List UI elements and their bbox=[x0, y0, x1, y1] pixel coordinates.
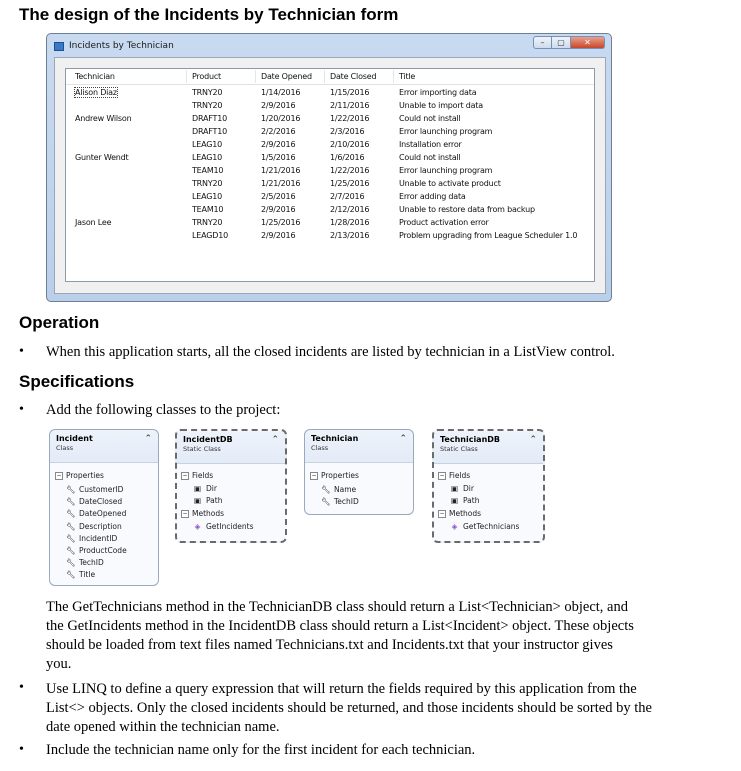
list-cell: 1/28/2016 bbox=[330, 218, 370, 227]
column-header[interactable]: Technician bbox=[75, 72, 115, 81]
column-header[interactable]: Date Closed bbox=[330, 72, 377, 81]
list-cell: Problem upgrading from League Scheduler 1.0 bbox=[399, 231, 578, 240]
list-cell: 2/9/2016 bbox=[261, 140, 296, 149]
property-row: 🔧︎ CustomerID bbox=[66, 485, 124, 494]
wrench-icon: 🔧︎ bbox=[321, 497, 331, 506]
bullet-dot: • bbox=[19, 680, 24, 695]
wrench-icon: 🔧︎ bbox=[66, 558, 76, 568]
incidents-listview[interactable] bbox=[65, 68, 595, 282]
list-cell: TRNY20 bbox=[192, 218, 223, 227]
list-cell: 1/25/2016 bbox=[330, 179, 370, 188]
wrench-icon: 🔧︎ bbox=[66, 485, 76, 494]
spec-bullet-2: Use LINQ to define a query expression that will return the fields required by this application from the List<> objects. Only the closed incidents should be returned, and those incidents should be sorted by the date opened within the technician name. bbox=[46, 681, 652, 735]
list-cell: 1/25/2016 bbox=[261, 218, 301, 227]
list-cell: Could not install bbox=[399, 153, 461, 162]
specifications-heading: Specifications bbox=[19, 372, 135, 391]
list-cell: Alison Diaz bbox=[75, 88, 117, 97]
group-properties[interactable]: − Properties bbox=[311, 471, 359, 480]
field-row: ▣ Dir bbox=[450, 484, 474, 493]
list-cell: Error launching program bbox=[399, 166, 493, 175]
group-fields[interactable]: − Fields bbox=[182, 471, 214, 480]
group-properties[interactable]: − Properties bbox=[56, 471, 104, 480]
list-cell: DRAFT10 bbox=[192, 114, 227, 123]
list-cell: 1/22/2016 bbox=[330, 166, 370, 175]
list-cell: LEAG10 bbox=[192, 140, 223, 149]
close-button[interactable]: ✕ bbox=[571, 36, 605, 49]
list-cell: 2/7/2016 bbox=[330, 192, 365, 201]
list-cell: 2/13/2016 bbox=[330, 231, 370, 240]
list-cell: 1/6/2016 bbox=[330, 153, 365, 162]
method-row: ◈ GetIncidents bbox=[194, 522, 254, 531]
method-icon: ◈ bbox=[194, 522, 201, 531]
window-controls bbox=[533, 36, 605, 49]
list-cell: TEAM10 bbox=[192, 205, 224, 214]
class-name: Technician bbox=[311, 434, 359, 443]
wrench-icon: 🔧︎ bbox=[66, 533, 76, 543]
class-stereotype: Static Class bbox=[183, 445, 221, 453]
list-cell: 1/21/2016 bbox=[261, 179, 301, 188]
operation-text: When this application starts, all the closed incidents are listed by technician in a ListView control. bbox=[46, 344, 615, 360]
bullet-dot: • bbox=[19, 344, 24, 359]
field-icon: ▣ bbox=[193, 496, 202, 505]
class-name: TechnicianDB bbox=[440, 435, 501, 444]
page-heading: The design of the Incidents by Technician form bbox=[19, 5, 399, 24]
list-cell: Error launching program bbox=[399, 127, 493, 136]
maximize-button[interactable]: ▢ bbox=[552, 36, 571, 49]
wrench-icon: 🔧︎ bbox=[321, 485, 331, 494]
property-row: 🔧︎ ProductCode bbox=[66, 546, 127, 555]
list-cell: Installation error bbox=[399, 140, 462, 149]
list-cell: 1/15/2016 bbox=[330, 88, 370, 97]
property-row: 🔧︎ IncidentID bbox=[66, 533, 118, 543]
property-row: 🔧︎ Description bbox=[66, 521, 122, 531]
list-cell: 1/22/2016 bbox=[330, 114, 370, 123]
chevron-up-icon[interactable]: ⌃ bbox=[271, 435, 279, 445]
list-cell: 2/9/2016 bbox=[261, 231, 296, 240]
class-name: IncidentDB bbox=[183, 435, 233, 444]
list-cell: 1/5/2016 bbox=[261, 153, 296, 162]
field-row: ▣ Path bbox=[193, 496, 223, 505]
class-stereotype: Class bbox=[56, 444, 74, 452]
method-icon: ◈ bbox=[451, 522, 458, 531]
list-cell: LEAGD10 bbox=[192, 231, 228, 240]
class-stereotype: Static Class bbox=[440, 445, 478, 453]
list-cell: Unable to import data bbox=[399, 101, 483, 110]
class-stereotype: Class bbox=[311, 444, 329, 452]
property-row: 🔧︎ DateOpened bbox=[66, 509, 127, 519]
list-cell: 2/12/2016 bbox=[330, 205, 370, 214]
class-technician bbox=[304, 429, 414, 515]
list-cell: 2/10/2016 bbox=[330, 140, 370, 149]
list-cell: 2/3/2016 bbox=[330, 127, 365, 136]
field-row: ▣ Path bbox=[450, 496, 480, 505]
field-icon: ▣ bbox=[450, 484, 459, 493]
chevron-up-icon[interactable]: ⌃ bbox=[529, 435, 537, 445]
chevron-up-icon[interactable]: ⌃ bbox=[399, 434, 407, 444]
spec-bullet-1: Add the following classes to the project: bbox=[46, 402, 281, 418]
property-row: 🔧︎ Name bbox=[321, 485, 357, 494]
list-cell: TRNY20 bbox=[192, 179, 223, 188]
bullet-dot: • bbox=[19, 742, 24, 757]
wrench-icon: 🔧︎ bbox=[66, 546, 76, 555]
wrench-icon: 🔧︎ bbox=[66, 497, 76, 507]
group-methods[interactable]: − Methods bbox=[439, 509, 482, 518]
list-cell: 2/5/2016 bbox=[261, 192, 296, 201]
class-incident bbox=[49, 429, 159, 586]
wrench-icon: 🔧︎ bbox=[66, 570, 76, 580]
wrench-icon: 🔧︎ bbox=[66, 521, 76, 531]
minimize-button[interactable]: – bbox=[533, 36, 552, 49]
list-cell: LEAG10 bbox=[192, 153, 223, 162]
list-cell: Could not install bbox=[399, 114, 461, 123]
group-methods[interactable]: − Methods bbox=[182, 509, 225, 518]
column-header[interactable]: Title bbox=[399, 72, 416, 81]
list-cell: Gunter Wendt bbox=[75, 153, 129, 162]
property-row: 🔧︎ Title bbox=[66, 570, 96, 580]
method-row: ◈ GetTechnicians bbox=[451, 522, 520, 531]
list-cell: 2/9/2016 bbox=[261, 101, 296, 110]
column-header[interactable]: Date Opened bbox=[261, 72, 312, 81]
list-cell: 1/20/2016 bbox=[261, 114, 301, 123]
spec-bullet-3: Include the technician name only for the first incident for each technician. bbox=[46, 742, 476, 758]
list-cell: 1/14/2016 bbox=[261, 88, 301, 97]
class-name: Incident bbox=[56, 434, 93, 443]
class-incidentdb bbox=[175, 429, 287, 543]
field-icon: ▣ bbox=[193, 484, 202, 493]
field-row: ▣ Dir bbox=[193, 484, 217, 493]
list-cell: TRNY20 bbox=[192, 88, 223, 97]
list-cell: Error adding data bbox=[399, 192, 466, 201]
list-cell: LEAG10 bbox=[192, 192, 223, 201]
list-cell: 2/9/2016 bbox=[261, 205, 296, 214]
list-cell: DRAFT10 bbox=[192, 127, 227, 136]
list-cell: TEAM10 bbox=[192, 166, 224, 175]
list-cell: Unable to activate product bbox=[399, 179, 501, 188]
bullet-dot: • bbox=[19, 402, 24, 417]
incidents-window bbox=[46, 33, 612, 302]
list-cell: 2/11/2016 bbox=[330, 101, 370, 110]
operation-heading: Operation bbox=[19, 313, 100, 332]
column-header[interactable]: Product bbox=[192, 72, 221, 81]
list-cell: 1/21/2016 bbox=[261, 166, 301, 175]
chevron-up-icon[interactable]: ⌃ bbox=[144, 434, 152, 444]
property-row: 🔧︎ TechID bbox=[321, 497, 359, 506]
list-cell: TRNY20 bbox=[192, 101, 223, 110]
list-cell: Product activation error bbox=[399, 218, 489, 227]
list-cell: Unable to restore data from backup bbox=[399, 205, 535, 214]
field-icon: ▣ bbox=[450, 496, 459, 505]
app-icon bbox=[54, 42, 64, 51]
list-cell: Andrew Wilson bbox=[75, 114, 132, 123]
list-cell: Jason Lee bbox=[75, 218, 112, 227]
window-title: Incidents by Technician bbox=[69, 41, 174, 51]
group-fields[interactable]: − Fields bbox=[439, 471, 471, 480]
wrench-icon: 🔧︎ bbox=[66, 509, 76, 519]
property-row: 🔧︎ TechID bbox=[66, 558, 104, 568]
property-row: 🔧︎ DateClosed bbox=[66, 497, 123, 507]
spec-paragraph: The GetTechnicians method in the TechnicianDB class should return a List<Technician> object, and the GetIncidents method in the IncidentDB class should return a List<Incident> object. These objects should be loaded from text files named Technicians.txt and Incidents.txt that your instructor gives you. bbox=[46, 599, 634, 672]
list-cell: Error importing data bbox=[399, 88, 477, 97]
list-cell: 2/2/2016 bbox=[261, 127, 296, 136]
listview-header bbox=[66, 69, 594, 85]
class-techniciandb bbox=[432, 429, 545, 543]
form-client-area bbox=[54, 57, 606, 294]
